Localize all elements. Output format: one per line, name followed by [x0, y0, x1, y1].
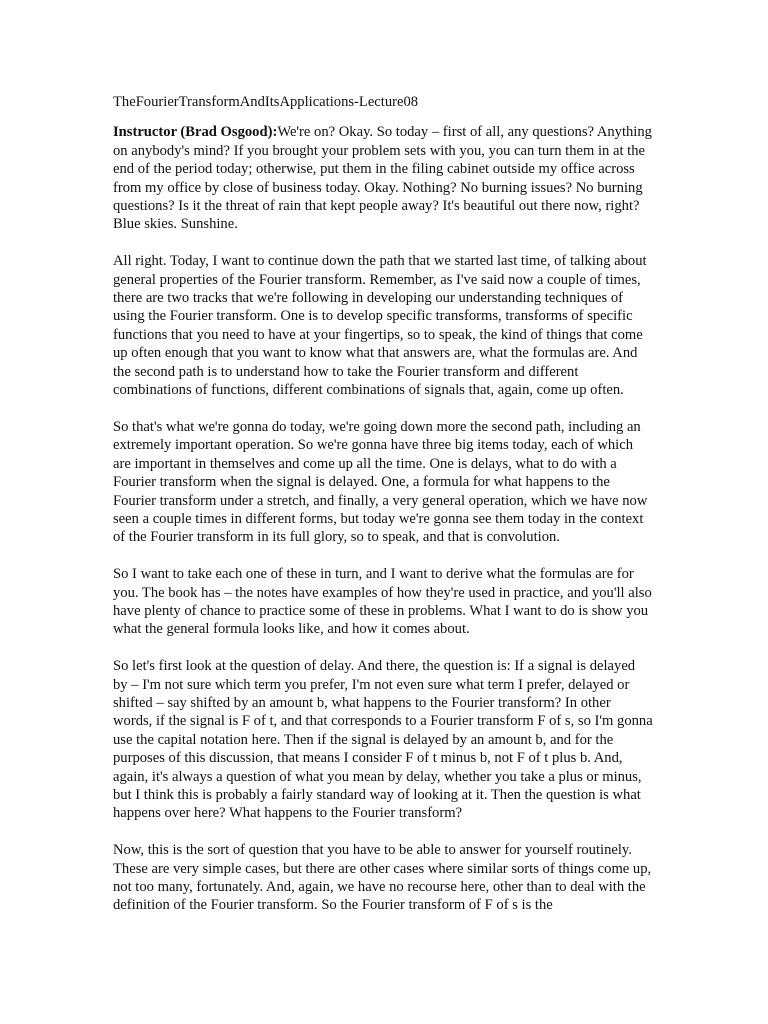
- paragraph-3: So that's what we're gonna do today, we're going down more the second path, including an extremely important operation. So we're gonna have three big items today, each of which are important in themselves and come up all the time. One is delays, what to do with a Fourier transform when the signal is delayed. One, a formula for what happens to the Fourier transform under a stretch, and finally, a very general operation, which we have now seen a couple times in different forms, but today we're gonna see them today in the context of the Fourier transform in its full glory, so to speak, and that is convolution.: [113, 418, 648, 546]
- paragraph-5: So let's first look at the question of delay. And there, the question is: If a signal is delayed by – I'm not sure which term you prefer, I'm not even sure what term I prefer, delayed or shifted – say shifted by an amount b, what happens to the Fourier transform? In other words, if the signal is F of t, and that corresponds to a Fourier transform F of s, so I'm gonna use the capital notation here. Then if the signal is delayed by an amount b, and for the purposes of this discussion, that means I consider F of t minus b, not F of t plus b. And, again, it's always a question of what you mean by delay, whether you take a plus or minus, but I think this is probably a fairly standard way of looking at it. Then the question is what happens over here? What happens to the Fourier transform?: [113, 658, 653, 822]
- speaker-separator: :: [272, 124, 278, 141]
- document-page: [113, 93, 653, 933]
- paragraph-1-text: We're on? Okay. So today – first of all, any questions? Anything on anybody's mind? If you brought your problem sets with you, you can turn them in at the end of the period today; otherwise, put them in the filing cabinet outside my office across from my office by close of business today. Okay. Nothing? No burning issues? No burning questions? Is it the threat of rain that kept people away? It's beautiful out there now, right? Blue skies. Sunshine.: [113, 124, 652, 233]
- document-title: TheFourierTransformAndItsApplications-Lecture08: [113, 94, 419, 110]
- paragraph-6: Now, this is the sort of question that you have to be able to answer for yourself routinely. These are very simple cases, but there are other cases where similar sorts of things come up, not too many, fortunately. And, again, we have no recourse here, other than to deal with the definition of the Fourier transform. So the Fourier transform of F of s is the: [113, 842, 652, 914]
- paragraph-4: So I want to take each one of these in turn, and I want to derive what the formulas are for you. The book has – the notes have examples of how they're used in practice, and you'll also have plenty of chance to practice some of these in problems. What I want to do is show you what the general formula looks like, and how it comes about.: [113, 566, 652, 638]
- paragraph-2: All right. Today, I want to continue down the path that we started last time, of talking about general properties of the Fourier transform. Remember, as I've said now a couple of times, there are two tracks that we're following in developing our understanding techniques of using the Fourier transform. One is to develop specific transforms, transforms of specific functions that you need to have at your fingertips, so to speak, the kind of things that come up often enough that you want to know what that answers are, what the formulas are. And the second path is to understand how to take the Fourier transform and different combinations of functions, different combinations of signals that, again, come up often.: [113, 253, 647, 399]
- paragraph-1: [113, 123, 653, 233]
- speaker-name: Instructor (Brad Osgood): [113, 124, 273, 141]
